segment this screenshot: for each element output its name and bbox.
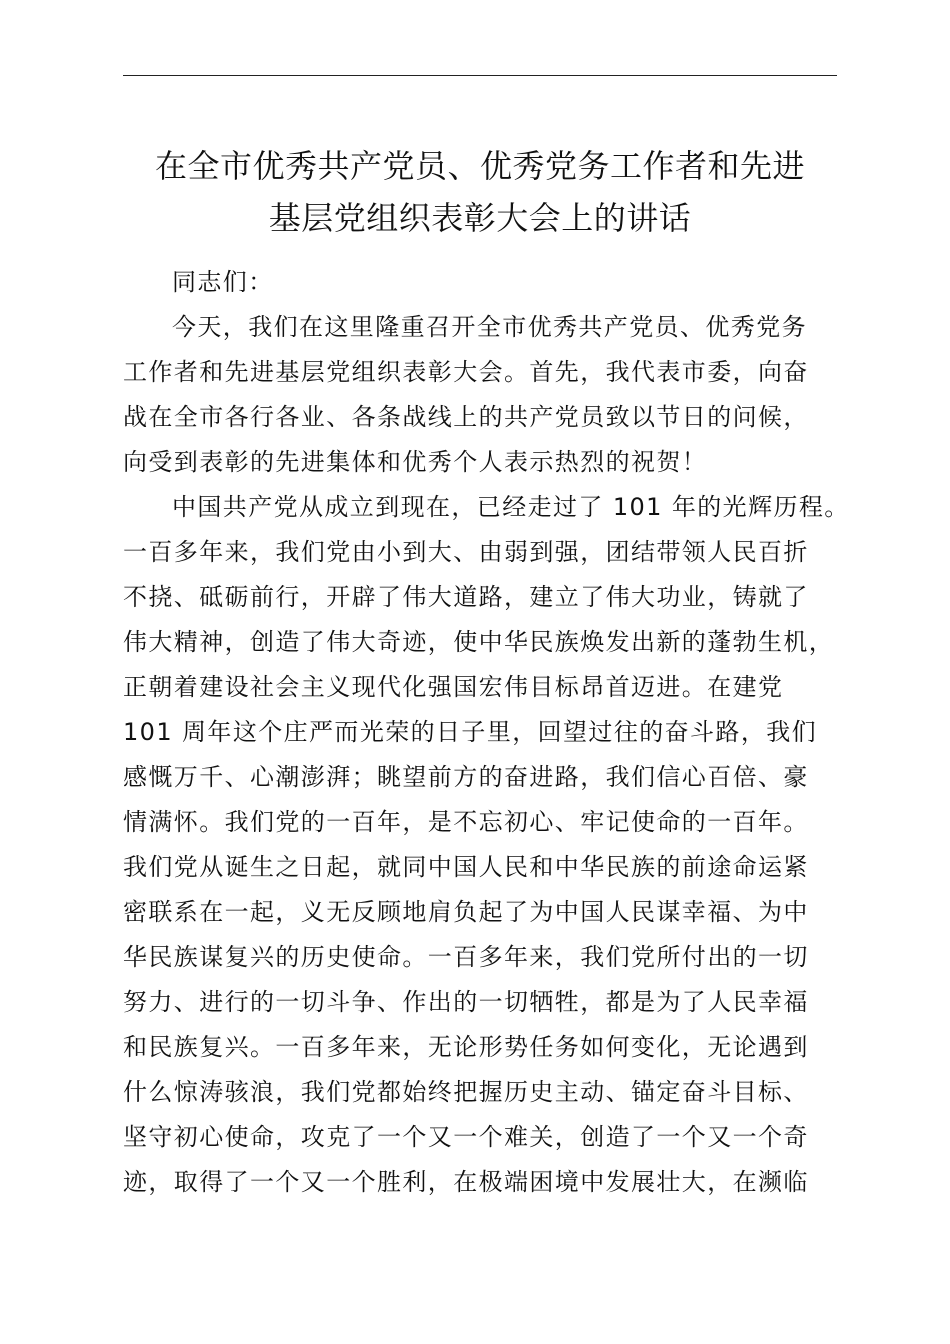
paragraph-2-line: 不挠、砥砺前行，开辟了伟大道路，建立了伟大功业，铸就了 (123, 583, 809, 611)
paragraph-2-line: 迹，取得了一个又一个胜利，在极端困境中发展壮大，在濒临 (123, 1168, 809, 1196)
paragraph-2-line: 密联系在一起，义无反顾地肩负起了为中国人民谋幸福、为中 (123, 898, 809, 926)
paragraph-1-line: 向受到表彰的先进集体和优秀个人表示热烈的祝贺！ (123, 448, 708, 476)
paragraph-2-line: 伟大精神，创造了伟大奇迹，使中华民族焕发出新的蓬勃生机， (123, 628, 835, 656)
paragraph-1-line: 工作者和先进基层党组织表彰大会。首先，我代表市委，向奋 (123, 358, 809, 386)
paragraph-2-line: 和民族复兴。一百多年来，无论形势任务如何变化，无论遇到 (123, 1033, 809, 1061)
paragraph-2-line: 情满怀。我们党的一百年，是不忘初心、牢记使命的一百年。 (123, 808, 809, 836)
paragraph-2-line: 坚守初心使命，攻克了一个又一个难关，创造了一个又一个奇 (123, 1123, 809, 1151)
header-rule (123, 75, 837, 76)
paragraph-2-line: 101 周年这个庄严而光荣的日子里，回望过往的奋斗路，我们 (123, 718, 818, 746)
document-title-line-1: 在全市优秀共产党员、优秀党务工作者和先进 (154, 147, 805, 185)
paragraph-2-line: 努力、进行的一切斗争、作出的一切牺牲，都是为了人民幸福 (123, 988, 809, 1016)
paragraph-1-line: 今天，我们在这里隆重召开全市优秀共产党员、优秀党务 (172, 313, 807, 341)
salutation: 同志们： (172, 268, 274, 296)
paragraph-2-line: 华民族谋复兴的历史使命。一百多年来，我们党所付出的一切 (123, 943, 809, 971)
paragraph-2-line: 什么惊涛骇浪，我们党都始终把握历史主动、锚定奋斗目标、 (123, 1078, 809, 1106)
paragraph-2-line: 一百多年来，我们党由小到大、由弱到强，团结带领人民百折 (123, 538, 809, 566)
paragraph-2-line: 中国共产党从成立到现在，已经走过了 101 年的光辉历程。 (172, 493, 850, 521)
paragraph-2-line: 感慨万千、心潮澎湃；眺望前方的奋进路，我们信心百倍、豪 (123, 763, 809, 791)
document-title-line-2: 基层党组织表彰大会上的讲话 (268, 199, 692, 237)
paragraph-1-line: 战在全市各行各业、各条战线上的共产党员致以节日的问候， (123, 403, 809, 431)
paragraph-2-line: 我们党从诞生之日起，就同中国人民和中华民族的前途命运紧 (123, 853, 809, 881)
paragraph-2-line: 正朝着建设社会主义现代化强国宏伟目标昂首迈进。在建党 (123, 673, 784, 701)
